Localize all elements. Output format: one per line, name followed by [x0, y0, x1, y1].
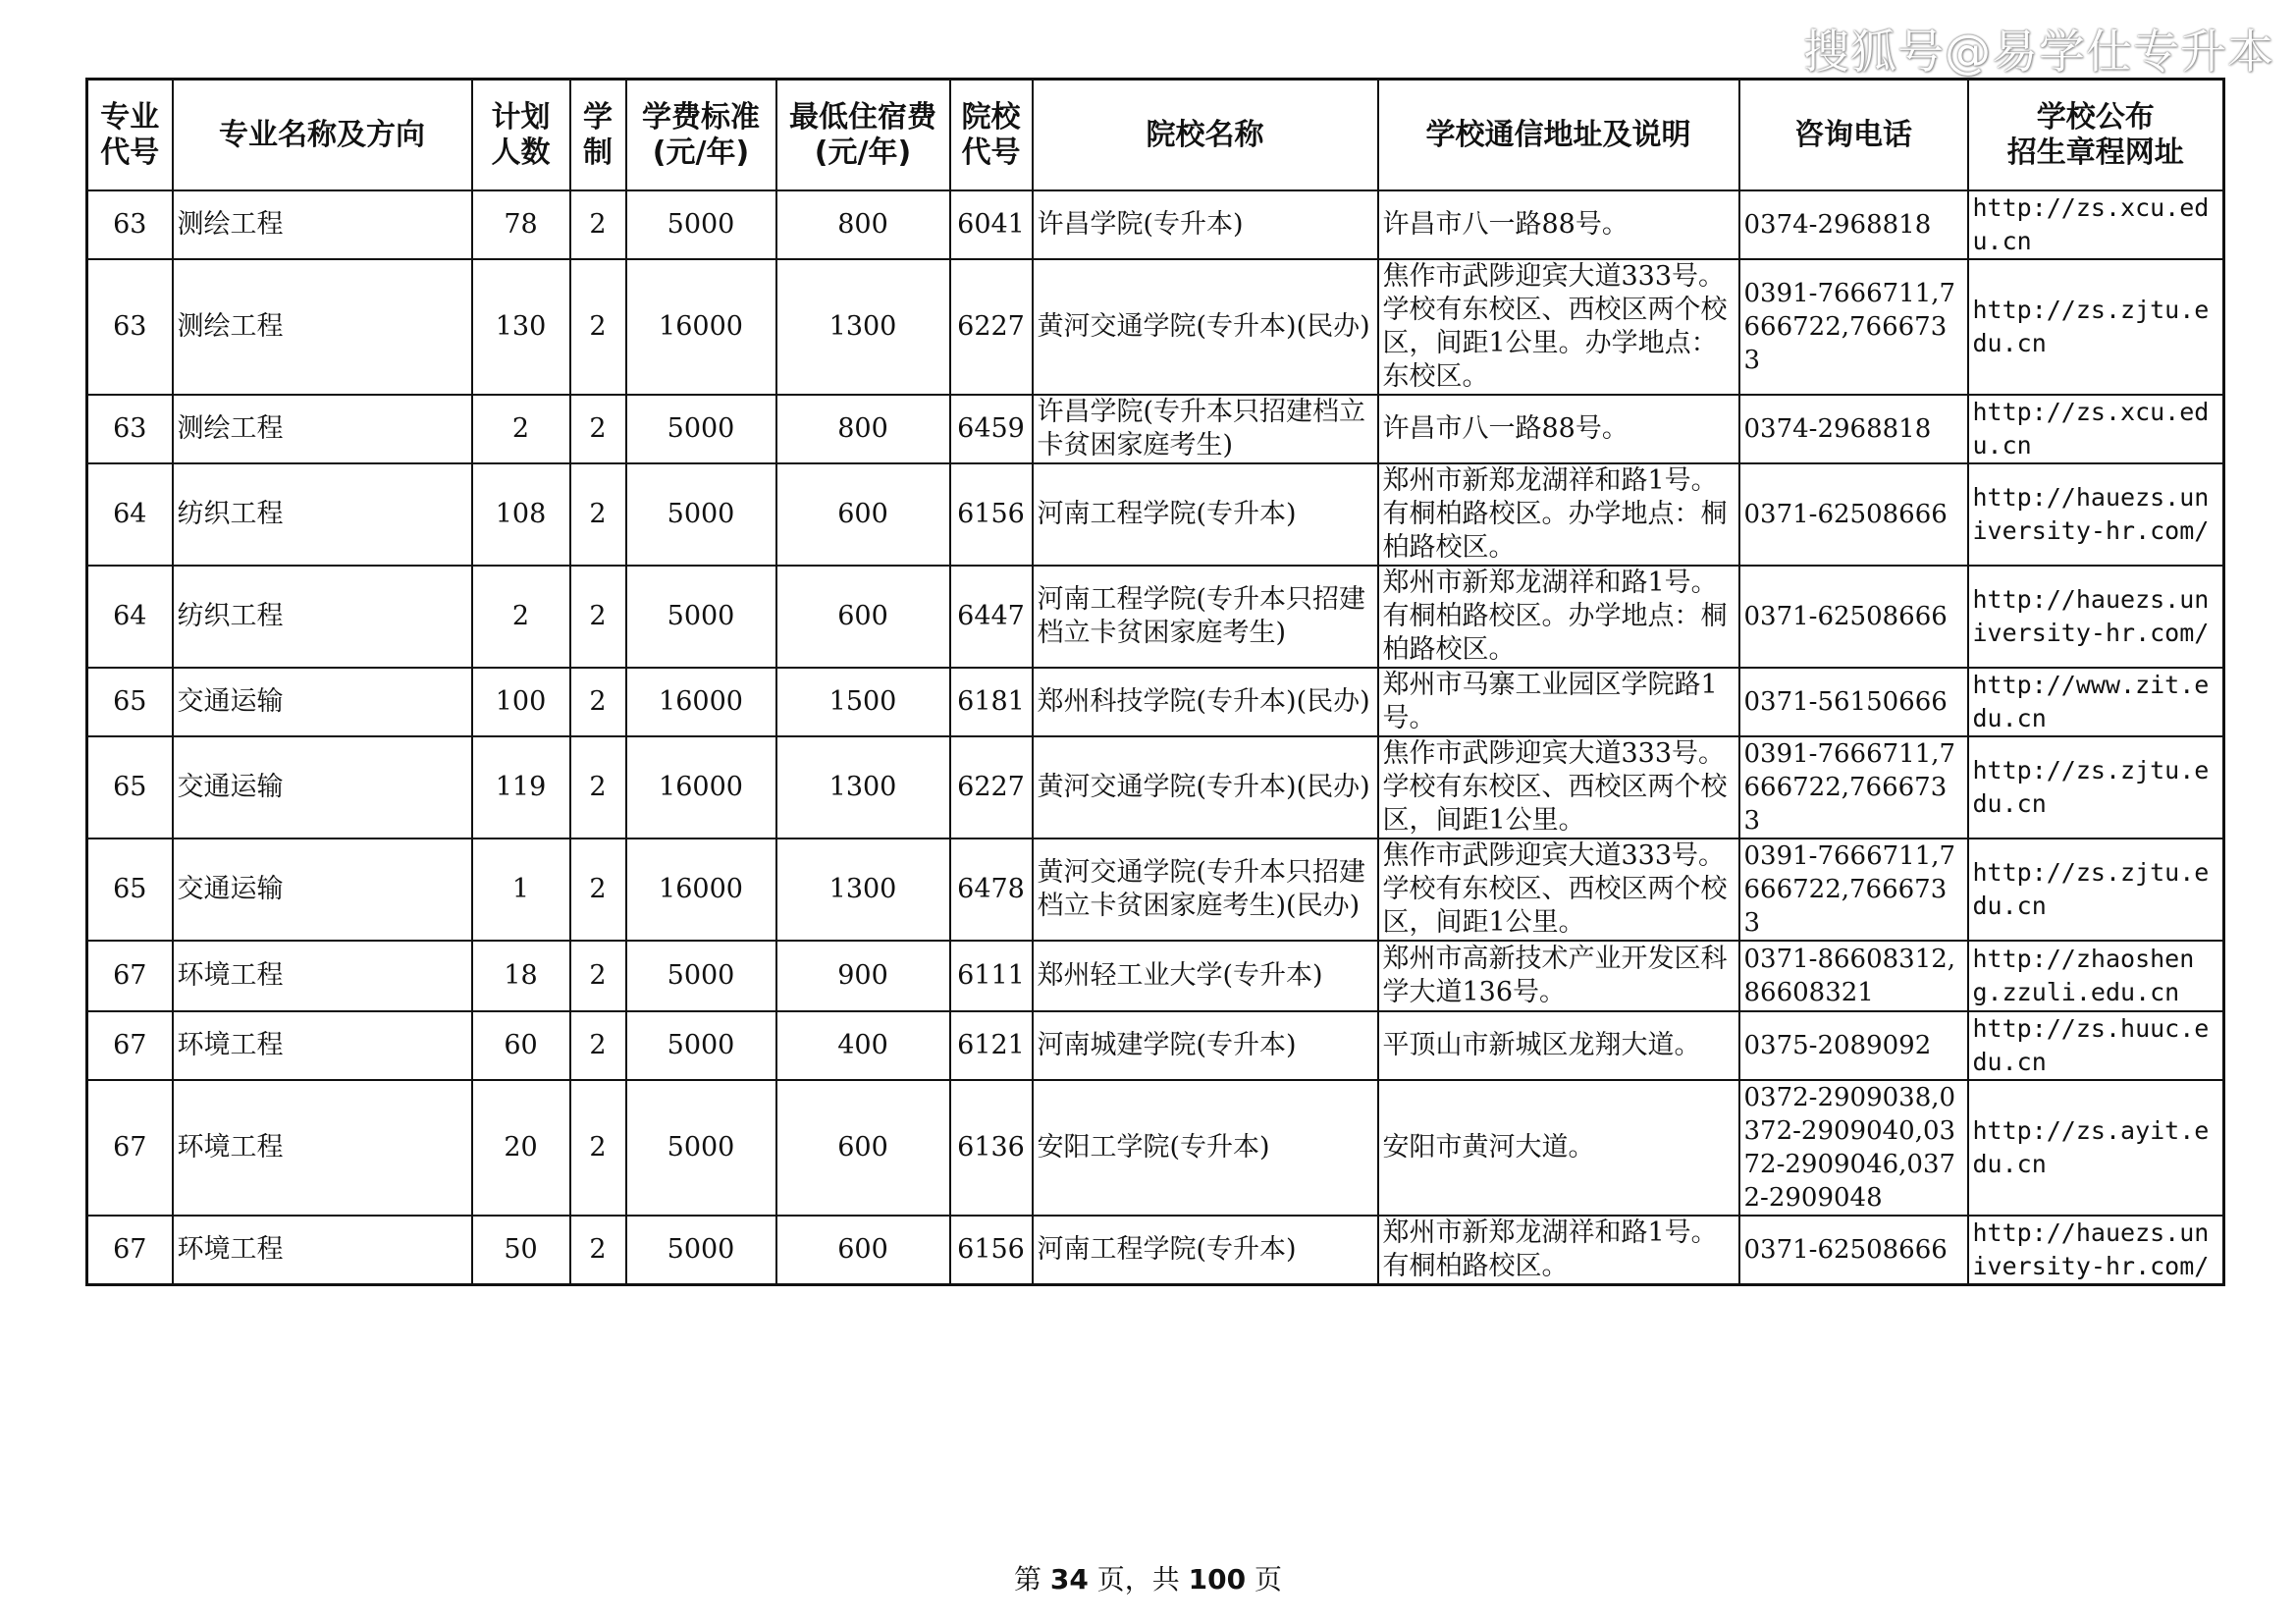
major-code-cell: 63: [87, 190, 173, 259]
study-years-cell: 2: [570, 1011, 626, 1080]
school-code-cell: 6227: [950, 736, 1033, 839]
major-name-cell: 测绘工程: [173, 259, 472, 395]
plan-count-cell: 100: [472, 668, 570, 736]
school-code-cell: 6156: [950, 1216, 1033, 1285]
header-cell: 学校通信地址及说明: [1378, 80, 1739, 191]
study-years-cell: 2: [570, 259, 626, 395]
plan-count-cell: 108: [472, 463, 570, 566]
dorm-fee-cell: 400: [776, 1011, 950, 1080]
tuition-fee-cell: 5000: [626, 190, 776, 259]
dorm-fee-cell: 1500: [776, 668, 950, 736]
major-code-cell: 63: [87, 259, 173, 395]
study-years-cell: 2: [570, 1080, 626, 1216]
school-address-cell: 平顶山市新城区龙翔大道。: [1378, 1011, 1739, 1080]
school-code-cell: 6447: [950, 566, 1033, 668]
tuition-fee-cell: 16000: [626, 839, 776, 941]
footer-prefix: 第: [1013, 1563, 1050, 1596]
major-code-cell: 65: [87, 736, 173, 839]
tuition-fee-cell: 5000: [626, 1080, 776, 1216]
dorm-fee-cell: 800: [776, 190, 950, 259]
major-name-cell: 环境工程: [173, 1216, 472, 1285]
study-years-cell: 2: [570, 1216, 626, 1285]
total-page-count: 100: [1188, 1563, 1247, 1596]
school-code-cell: 6227: [950, 259, 1033, 395]
study-years-cell: 2: [570, 736, 626, 839]
major-name-cell: 纺织工程: [173, 566, 472, 668]
header-cell: 专业 代号: [87, 80, 173, 191]
tuition-fee-cell: 5000: [626, 395, 776, 463]
dorm-fee-cell: 1300: [776, 839, 950, 941]
footer-middle: 页，共: [1088, 1563, 1189, 1596]
school-name-cell: 河南工程学院(专升本): [1033, 463, 1378, 566]
plan-count-cell: 1: [472, 839, 570, 941]
school-address-cell: 安阳市黄河大道。: [1378, 1080, 1739, 1216]
contact-phone-cell: 0391-7666711,7666722,7666733: [1739, 259, 1968, 395]
table-row: [87, 463, 2224, 566]
school-name-cell: 郑州轻工业大学(专升本): [1033, 941, 1378, 1011]
school-address-cell: 焦作市武陟迎宾大道333号。学校有东校区、西校区两个校区，间距1公里。: [1378, 839, 1739, 941]
school-address-cell: 郑州市新郑龙湖祥和路1号。有桐柏路校区。: [1378, 1216, 1739, 1285]
tuition-fee-cell: 5000: [626, 463, 776, 566]
tuition-fee-cell: 16000: [626, 259, 776, 395]
table-row: [87, 259, 2224, 395]
school-code-cell: 6111: [950, 941, 1033, 1011]
tuition-fee-cell: 16000: [626, 668, 776, 736]
header-cell: 院校名称: [1033, 80, 1378, 191]
school-name-cell: 黄河交通学院(专升本)(民办): [1033, 736, 1378, 839]
school-name-cell: 安阳工学院(专升本): [1033, 1080, 1378, 1216]
study-years-cell: 2: [570, 839, 626, 941]
dorm-fee-cell: 600: [776, 1080, 950, 1216]
header-cell: 院校 代号: [950, 80, 1033, 191]
dorm-fee-cell: 800: [776, 395, 950, 463]
school-code-cell: 6156: [950, 463, 1033, 566]
major-name-cell: 环境工程: [173, 1080, 472, 1216]
school-name-cell: 黄河交通学院(专升本)(民办): [1033, 259, 1378, 395]
contact-phone-cell: 0371-86608312,86608321: [1739, 941, 1968, 1011]
current-page-number: 34: [1049, 1563, 1089, 1596]
school-address-cell: 郑州市高新技术产业开发区科学大道136号。: [1378, 941, 1739, 1011]
contact-phone-cell: 0372-2909038,0372-2909040,0372-2909046,0372-2909048: [1739, 1080, 1968, 1216]
contact-phone-cell: 0371-62508666: [1739, 463, 1968, 566]
school-name-cell: 河南城建学院(专升本): [1033, 1011, 1378, 1080]
header-cell: 学校公布 招生章程网址: [1968, 80, 2224, 191]
plan-count-cell: 50: [472, 1216, 570, 1285]
admission-url-cell[interactable]: http://www.zit.edu.cn: [1968, 668, 2224, 736]
contact-phone-cell: 0391-7666711,7666722,7666733: [1739, 736, 1968, 839]
school-address-cell: 郑州市新郑龙湖祥和路1号。有桐柏路校区。办学地点：桐柏路校区。: [1378, 566, 1739, 668]
school-address-cell: 许昌市八一路88号。: [1378, 395, 1739, 463]
page-footer: [0, 1558, 2296, 1597]
major-code-cell: 64: [87, 463, 173, 566]
watermark: 搜狐号@易学仕专升本: [1803, 26, 2274, 80]
admission-url-cell[interactable]: http://zs.zjtu.edu.cn: [1968, 736, 2224, 839]
major-code-cell: 65: [87, 668, 173, 736]
table-row: [87, 941, 2224, 1011]
study-years-cell: 2: [570, 668, 626, 736]
contact-phone-cell: 0374-2968818: [1739, 395, 1968, 463]
study-years-cell: 2: [570, 941, 626, 1011]
major-name-cell: 交通运输: [173, 736, 472, 839]
major-code-cell: 67: [87, 1080, 173, 1216]
school-name-cell: 黄河交通学院(专升本只招建档立卡贫困家庭考生)(民办): [1033, 839, 1378, 941]
header-cell: 学 制: [570, 80, 626, 191]
school-address-cell: 许昌市八一路88号。: [1378, 190, 1739, 259]
major-code-cell: 65: [87, 839, 173, 941]
dorm-fee-cell: 1300: [776, 736, 950, 839]
major-name-cell: 测绘工程: [173, 190, 472, 259]
admission-url-cell[interactable]: http://hauezs.university-hr.com/: [1968, 1216, 2224, 1285]
major-name-cell: 交通运输: [173, 668, 472, 736]
header-cell: 咨询电话: [1739, 80, 1968, 191]
admission-url-cell[interactable]: http://zhaosheng.zzuli.edu.cn: [1968, 941, 2224, 1011]
school-address-cell: 郑州市马寨工业园区学院路1号。: [1378, 668, 1739, 736]
enrollment-plan-table: [85, 78, 2225, 1286]
school-name-cell: 郑州科技学院(专升本)(民办): [1033, 668, 1378, 736]
study-years-cell: 2: [570, 395, 626, 463]
major-code-cell: 64: [87, 566, 173, 668]
admission-url-cell[interactable]: http://zs.xcu.edu.cn: [1968, 190, 2224, 259]
study-years-cell: 2: [570, 190, 626, 259]
tuition-fee-cell: 5000: [626, 1011, 776, 1080]
contact-phone-cell: 0371-56150666: [1739, 668, 1968, 736]
dorm-fee-cell: 600: [776, 566, 950, 668]
admission-url-cell[interactable]: http://hauezs.university-hr.com/: [1968, 463, 2224, 566]
tuition-fee-cell: 5000: [626, 1216, 776, 1285]
major-name-cell: 环境工程: [173, 1011, 472, 1080]
tuition-fee-cell: 5000: [626, 566, 776, 668]
study-years-cell: 2: [570, 566, 626, 668]
dorm-fee-cell: 600: [776, 1216, 950, 1285]
table-row: [87, 395, 2224, 463]
table-header-row: [87, 80, 2224, 191]
plan-count-cell: 20: [472, 1080, 570, 1216]
admission-url-cell[interactable]: http://zs.ayit.edu.cn: [1968, 1080, 2224, 1216]
school-name-cell: 河南工程学院(专升本只招建档立卡贫困家庭考生): [1033, 566, 1378, 668]
admission-url-cell[interactable]: http://zs.xcu.edu.cn: [1968, 395, 2224, 463]
school-address-cell: 郑州市新郑龙湖祥和路1号。有桐柏路校区。办学地点：桐柏路校区。: [1378, 463, 1739, 566]
school-name-cell: 许昌学院(专升本只招建档立卡贫困家庭考生): [1033, 395, 1378, 463]
school-code-cell: 6136: [950, 1080, 1033, 1216]
major-code-cell: 67: [87, 941, 173, 1011]
table-row: [87, 566, 2224, 668]
plan-count-cell: 60: [472, 1011, 570, 1080]
contact-phone-cell: 0391-7666711,7666722,7666733: [1739, 839, 1968, 941]
study-years-cell: 2: [570, 463, 626, 566]
contact-phone-cell: 0374-2968818: [1739, 190, 1968, 259]
major-code-cell: 63: [87, 395, 173, 463]
admission-url-cell[interactable]: http://zs.zjtu.edu.cn: [1968, 839, 2224, 941]
footer-suffix: 页: [1246, 1563, 1283, 1596]
dorm-fee-cell: 1300: [776, 259, 950, 395]
table-row: [87, 839, 2224, 941]
school-name-cell: 许昌学院(专升本): [1033, 190, 1378, 259]
major-name-cell: 测绘工程: [173, 395, 472, 463]
school-code-cell: 6181: [950, 668, 1033, 736]
plan-count-cell: 78: [472, 190, 570, 259]
plan-count-cell: 2: [472, 395, 570, 463]
header-cell: 专业名称及方向: [173, 80, 472, 191]
major-name-cell: 环境工程: [173, 941, 472, 1011]
school-code-cell: 6121: [950, 1011, 1033, 1080]
school-code-cell: 6459: [950, 395, 1033, 463]
school-code-cell: 6478: [950, 839, 1033, 941]
major-code-cell: 67: [87, 1216, 173, 1285]
admission-url-cell[interactable]: http://zs.zjtu.edu.cn: [1968, 259, 2224, 395]
dorm-fee-cell: 900: [776, 941, 950, 1011]
tuition-fee-cell: 5000: [626, 941, 776, 1011]
table-row: [87, 1080, 2224, 1216]
admission-url-cell[interactable]: http://zs.huuc.edu.cn: [1968, 1011, 2224, 1080]
major-name-cell: 交通运输: [173, 839, 472, 941]
plan-count-cell: 130: [472, 259, 570, 395]
table-row: [87, 736, 2224, 839]
plan-count-cell: 119: [472, 736, 570, 839]
school-code-cell: 6041: [950, 190, 1033, 259]
table-row: [87, 668, 2224, 736]
admission-url-cell[interactable]: http://hauezs.university-hr.com/: [1968, 566, 2224, 668]
contact-phone-cell: 0375-2089092: [1739, 1011, 1968, 1080]
major-name-cell: 纺织工程: [173, 463, 472, 566]
header-cell: 学费标准 (元/年): [626, 80, 776, 191]
plan-count-cell: 18: [472, 941, 570, 1011]
contact-phone-cell: 0371-62508666: [1739, 566, 1968, 668]
school-address-cell: 焦作市武陟迎宾大道333号。学校有东校区、西校区两个校区，间距1公里。: [1378, 736, 1739, 839]
header-cell: 最低住宿费 (元/年): [776, 80, 950, 191]
table-row: [87, 1216, 2224, 1285]
plan-count-cell: 2: [472, 566, 570, 668]
school-name-cell: 河南工程学院(专升本): [1033, 1216, 1378, 1285]
school-address-cell: 焦作市武陟迎宾大道333号。学校有东校区、西校区两个校区，间距1公里。办学地点：东校区。: [1378, 259, 1739, 395]
table-row: [87, 1011, 2224, 1080]
header-cell: 计划 人数: [472, 80, 570, 191]
major-code-cell: 67: [87, 1011, 173, 1080]
table-row: [87, 190, 2224, 259]
contact-phone-cell: 0371-62508666: [1739, 1216, 1968, 1285]
tuition-fee-cell: 16000: [626, 736, 776, 839]
dorm-fee-cell: 600: [776, 463, 950, 566]
